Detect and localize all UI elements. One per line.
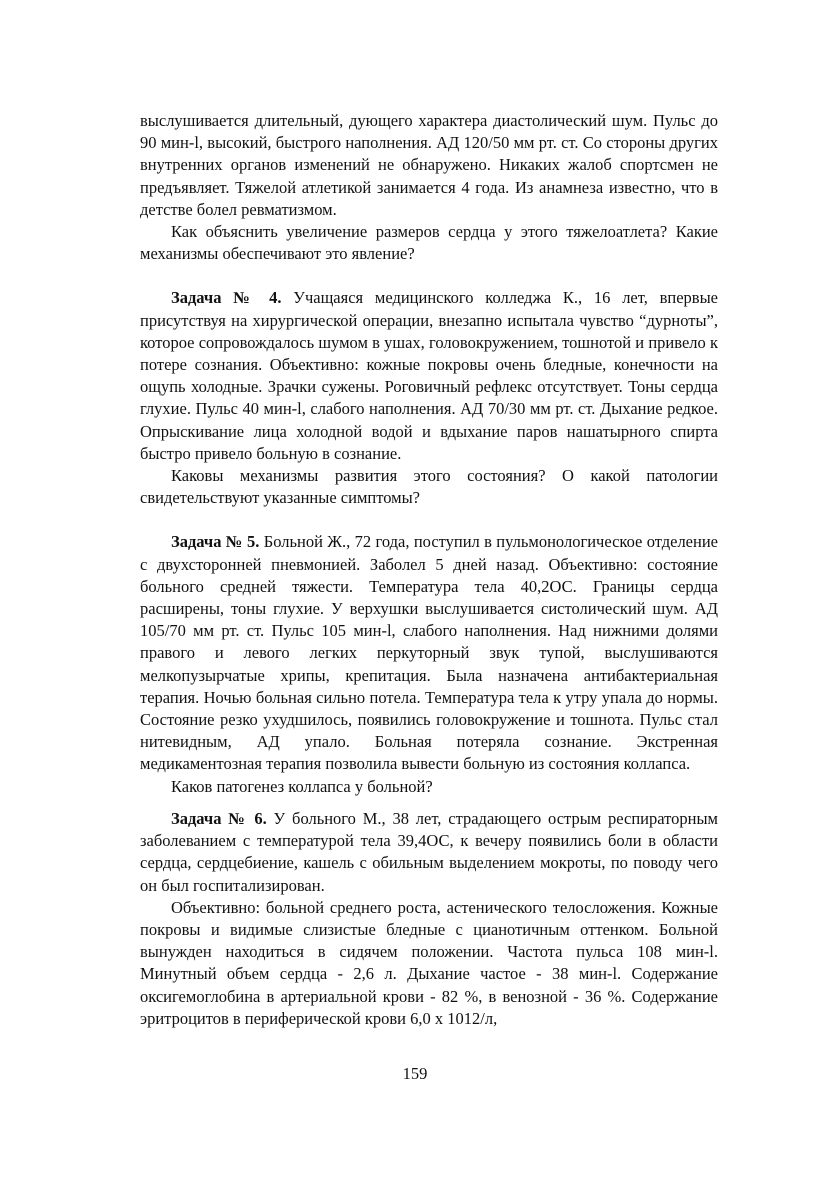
task-5-title: Задача № 5. (171, 532, 260, 552)
section-gap (140, 509, 718, 531)
section-gap (140, 798, 718, 808)
task-4-title: Задача № 4. (171, 288, 282, 308)
task-5-paragraph (140, 531, 718, 775)
task-4-question: Каковы механизмы развития этого состояния? О какой патологии свидетельствуют указанные симптомы? (140, 466, 718, 508)
intro-question: Как объяснить увеличение размеров сердца у этого тяжелоатлета? Какие механизмы обеспечивают это явление? (140, 222, 718, 264)
task-5-body: Больной Ж., 72 года, поступил в пульмонологическое отделение с двухсторонней пневмонией. Заболел 5 дней назад. Объективно: состояние больного средней тяжести. Температура тела 40,2ОС. Границы сердца расширены, тоны глухие. У верхушки выслушивается систолический шум. АД 105/70 мм рт. ст. Пульс 105 мин-l, слабого наполнения. Над нижними долями правого и левого легких перкуторный звук тупой, выслушиваются мелкопузырчатые хрипы, крепитация. Была назначена антибактериальная терапия. Ночью больная сильно потела. Температура тела к утру упала до нормы. Состояние резко ухудшилось, появились головокружение и тошнота. Пульс стал нитевидным, АД упало. Больная потеряла сознание. Экстренная медикаментозная терапия позволила вывести больную из состояния коллапса. (140, 532, 718, 774)
task-6-body: У больного М., 38 лет, страдающего острым респираторным заболеванием с температурой тела 39,4ОС, к вечеру появились боли в области сердца, сердцебиение, кашель с обильным выделением мокроты, по поводу чего он был госпитализирован. (140, 808, 719, 895)
task-4-paragraph (140, 287, 718, 465)
page-number: 159 (402, 1064, 428, 1083)
task-6-paragraph (140, 808, 718, 897)
task-5-question: Каков патогенез коллапса у больной? (171, 776, 433, 796)
task-6-title: Задача № 6. (171, 808, 267, 828)
section-gap (140, 265, 718, 287)
intro-paragraph: выслушивается длительный, дующего характера диастолический шум. Пульс до 90 мин-l, высокий, быстрого наполнения. АД 120/50 мм рт. ст. Со стороны других внутренних органов изменений не обнаружено. Никаких жалоб спортсмен не предъявляет. Тяжелой атлетикой занимается 4 года. Из анамнеза известно, что в детстве болел ревматизмом. (140, 111, 718, 219)
task-4-body: Учащаяся медицинского колледжа К., 16 лет, впервые присутствуя на хирургической операции, внезапно испытала чувство “дурноты”, которое сопровождалось шумом в ушах, головокружением, тошнотой и привело к потере сознания. Объективно: кожные покровы очень бледные, конечности на ощупь холодные. Зрачки сужены. Роговичный рефлекс отсутствует. Тоны сердца глухие. Пульс 40 мин-l, слабого наполнения. АД 70/30 мм рт. ст. Дыхание редкое. Опрыскивание лица холодной водой и вдыхание паров нашатырного спирта быстро привело больную в сознание. (140, 288, 718, 463)
page-body (140, 110, 718, 1030)
task-6-objective: Объективно: больной среднего роста, астенического телосложения. Кожные покровы и видимые слизистые бледные с цианотичным оттенком. Больной вынужден находиться в сидячем положении. Частота пульса 108 мин-l. Минутный объем сердца - 2,6 л. Дыхание частое - 38 мин-l. Содержание оксигемоглобина в артериальной крови - 82 %, в венозной - 36 %. Содержание эритроцитов в периферической крови 6,0 х 1012/л, (140, 897, 718, 1028)
